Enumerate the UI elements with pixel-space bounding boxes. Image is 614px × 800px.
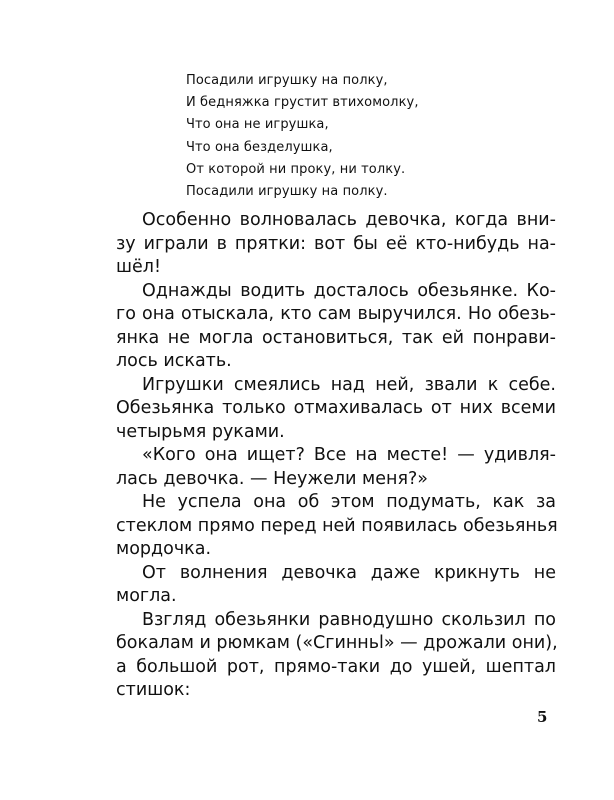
- poem-line: Что она не игрушка,: [186, 117, 329, 133]
- prose-line: Взгляд обезьянки равнодушно скользил по: [142, 609, 556, 630]
- prose-line: а большой рот, прямо-таки до ушей, шептал: [116, 656, 556, 677]
- prose-line: лась девочка. — Неужели меня?»: [116, 468, 428, 489]
- prose-line: Не успела она об этом подумать, как за: [142, 492, 556, 512]
- prose-line: бокалам и рюмкам («Сгинньl» — дрожали они),: [116, 633, 558, 653]
- prose-line: От волнения девочка даже крикнуть не: [142, 562, 556, 583]
- poem-line: И бедняжка грустит втихомолку,: [186, 95, 419, 111]
- prose-line: Однажды водить досталось обезьянке. Ко-: [142, 280, 556, 301]
- poem-block: [186, 70, 516, 203]
- prose-line: янка не могла остановиться, так ей понрави-: [116, 327, 556, 348]
- prose-line: зу играли в прятки: вот бы её кто-нибудь на-: [116, 233, 556, 254]
- prose-line: Обезьянка только отмахивалась от них всеми: [116, 398, 556, 418]
- prose-block: [116, 209, 556, 703]
- poem-line: Посадили игрушку на полку,: [186, 73, 388, 88]
- poem-line: От которой ни проку, ни толку.: [186, 161, 406, 177]
- prose-line: Особенно волновалась девочка, когда вни-: [142, 210, 556, 230]
- prose-line: лось искать.: [116, 351, 232, 371]
- prose-line: шёл!: [116, 257, 161, 277]
- poem-line: Что она безделушка,: [186, 139, 333, 155]
- prose-line: стеклом прямо перед ней появилась обезьянья: [116, 515, 558, 536]
- poem-line: Посадили игрушку на полку.: [186, 183, 388, 199]
- page-number: 5: [537, 708, 548, 726]
- prose-line: стишок:: [116, 680, 191, 700]
- prose-line: четырьмя руками.: [116, 421, 285, 442]
- prose-line: мордочка.: [116, 539, 212, 559]
- prose-line: Игрушки смеялись над ней, звали к себе.: [142, 374, 556, 395]
- prose-line: могла.: [116, 586, 177, 606]
- prose-line: «Кого она ищет? Все на месте! — удивля-: [142, 445, 556, 465]
- prose-line: го она отыскала, кто сам выручился. Но обезь-: [116, 304, 556, 324]
